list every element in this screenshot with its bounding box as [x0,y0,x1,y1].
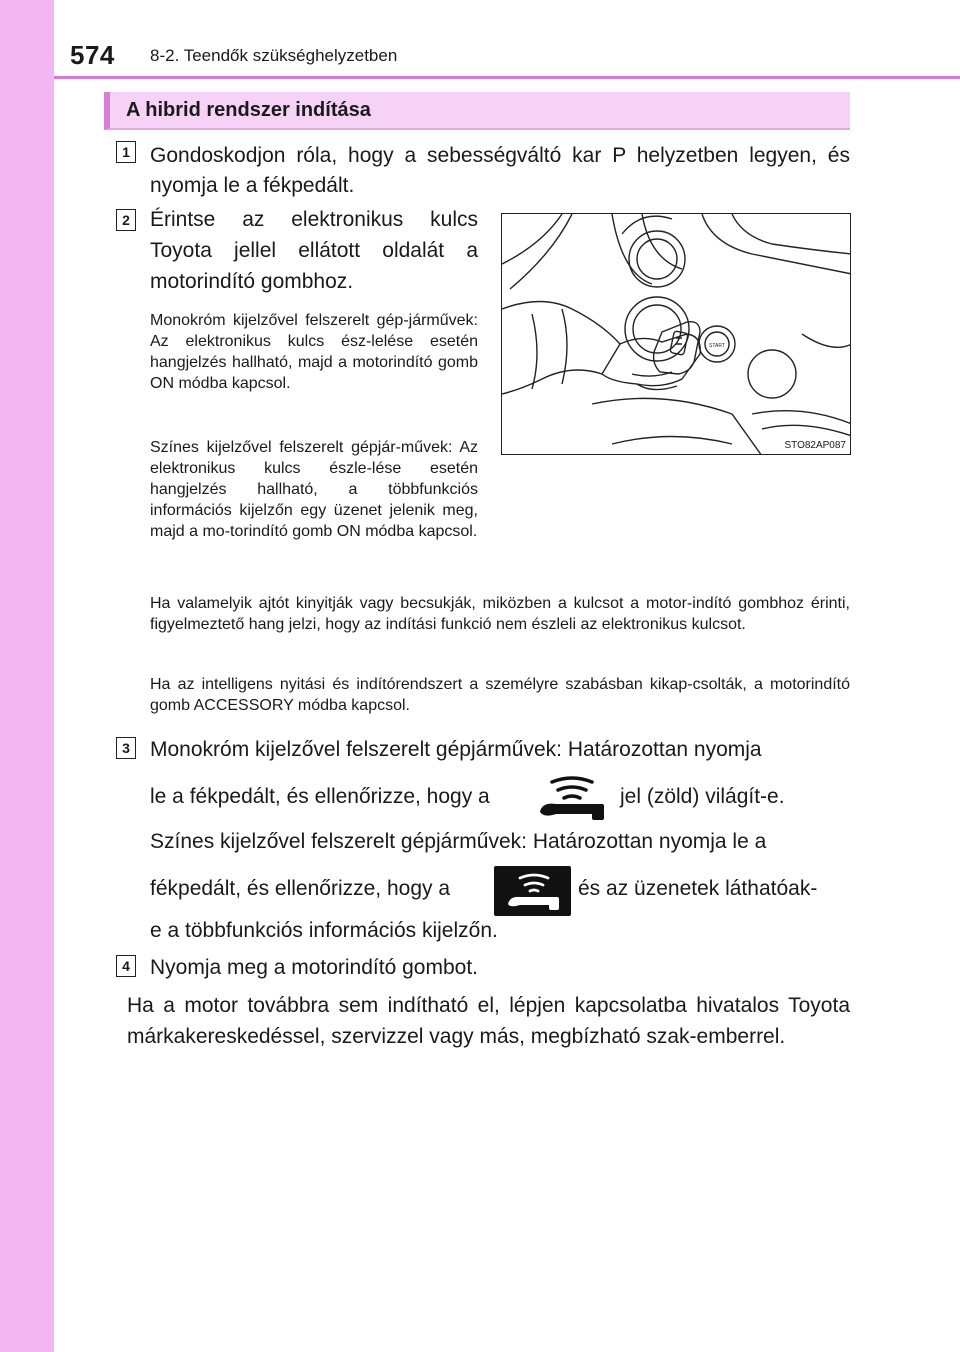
section-heading [104,92,850,130]
side-tab-strip [0,0,54,1352]
step-3-color-line-4: e a többfunkciós információs kijelzőn. [150,919,498,942]
step-2-note-customization: Ha az intelligens nyitási és indítórendszert a személyre szabásban kikap-csolták, a motorindító gomb ACCESSORY módba kapcsol. [150,676,850,714]
svg-text:START: START [709,343,725,349]
footer-note: Ha a motor továbbra sem indítható el, lépjen kapcsolatba hivatalos Toyota márkakereskedéssel, szervizzel vagy más, megbízható szak-emberrel. [127,994,850,1048]
step-2-badge: 2 [116,209,136,231]
key-to-start-button-illustration [501,213,851,455]
step-2-note-door: Ha valamelyik ajtót kinyitják vagy becsukják, miközben a kulcsot a motor-indító gombhoz érinti, figyelmeztető hang jelzi, hogy az indítási funkció nem észleli az elektronikus kulcsot. [150,595,850,633]
step-1-text: Gondoskodjon róla, hogy a sebességváltó kar P helyzetben legyen, és nyomja le a fékpedált. [150,144,850,197]
step-4-badge: 4 [116,955,136,977]
key-indicator-dark-icon [494,866,571,916]
figure-code: STO82AP087 [784,440,846,451]
page-number: 574 [70,40,115,70]
section-title: A hibrid rendszer indítása [126,99,371,121]
key-indicator-icon [536,772,608,820]
step-3-monochrome-line-2: le a fékpedált, és ellenőrizze, hogy a [150,785,490,808]
chapter-title: 8-2. Teendők szükséghelyzetben [150,46,398,65]
step-3-badge: 3 [116,737,136,759]
step-2-note-monochrome: Monokróm kijelzővel felszerelt gép-járművek: Az elektronikus kulcs ész-lelése esetén hangjelzés hallható, majd a motorindító gomb ON módba kapcsol. [150,312,478,392]
step-2-text: Érintse az elektronikus kulcs Toyota jellel ellátott oldalát a motorindító gombhoz. [150,208,478,293]
step-2-note-color: Színes kijelzővel felszerelt gépjár-művek: Az elektronikus kulcs észle-lése esetén hangjelzés hallható, a többfunkciós információs kijelzőn egy üzenet jelenik meg, majd a mo-torindító gomb ON módba kapcsol. [150,439,478,540]
header-divider [54,76,960,79]
step-3-color-line-3: és az üzenetek láthatóak- [578,877,818,900]
step-3-monochrome-line-3: jel (zöld) világít-e. [620,785,785,808]
step-1-badge: 1 [116,141,136,163]
step-3-color-line-1: Színes kijelzővel felszerelt gépjárművek: Határozottan nyomja le a [150,830,767,853]
step-4-text: Nyomja meg a motorindító gombot. [150,956,478,979]
step-3-color-line-2: fékpedált, és ellenőrizze, hogy a [150,877,451,900]
illustration-drawing [502,214,851,455]
step-3-monochrome-line-1: Monokróm kijelzővel felszerelt gépjárművek: Határozottan nyomja [150,738,762,761]
